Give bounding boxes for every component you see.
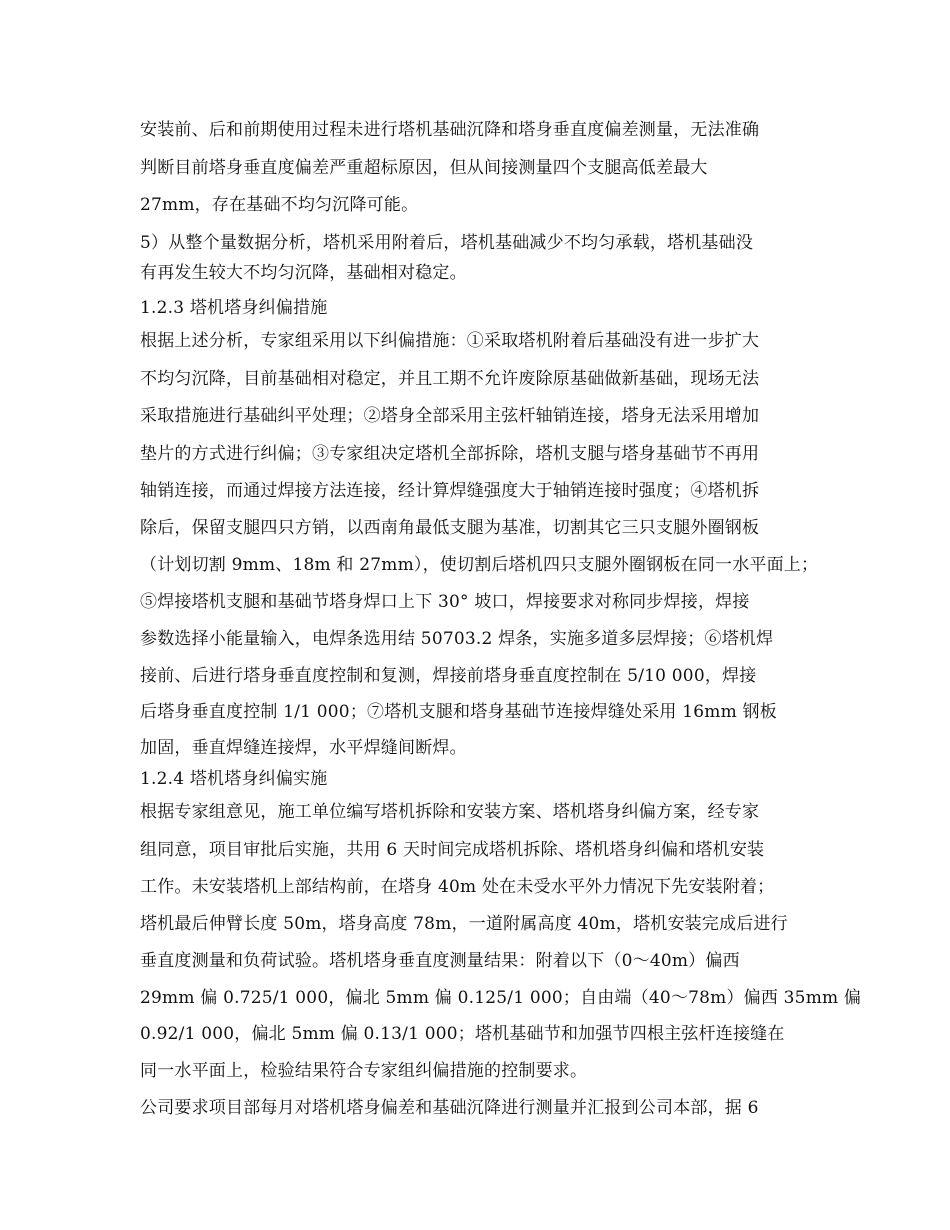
text-line: 安装前、后和前期使用过程未进行塔机基础沉降和塔身垂直度偏差测量，无法准确	[140, 120, 760, 140]
text-line: 后塔身垂直度控制 1/1 000；⑦塔机支腿和塔身基础节连接焊缝处采用 16mm 钢板	[140, 702, 777, 722]
text-line: 轴销连接，而通过焊接方法连接，经计算焊缝强度大于轴销连接时强度；④塔机拆	[140, 481, 760, 501]
text-line: 除后，保留支腿四只方销，以西南角最低支腿为基准，切割其它三只支腿外圈钢板	[140, 518, 760, 538]
text-line: 根据专家组意见，施工单位编写塔机拆除和安装方案、塔机塔身纠偏方案，经专家	[140, 802, 760, 822]
text-line: 不均匀沉降，目前基础相对稳定，并且工期不允许废除原基础做新基础，现场无法	[140, 369, 760, 389]
text-line: 采取措施进行基础纠平处理；②塔身全部采用主弦杆轴销连接，塔身无法采用增加	[140, 406, 760, 426]
text-line: 判断目前塔身垂直度偏差严重超标原因，但从间接测量四个支腿高低差最大	[140, 158, 708, 178]
text-line: 组同意，项目审批后实施，共用 6 天时间完成塔机拆除、塔机塔身纠偏和塔机安装	[140, 840, 765, 860]
text-line: ⑤焊接塔机支腿和基础节塔身焊口上下 30° 坡口，焊接要求对称同步焊接，焊接	[140, 592, 750, 612]
text-line: 5）从整个量数据分析，塔机采用附着后，塔机基础减少不均匀承载，塔机基础没	[140, 233, 754, 253]
section-heading: 1.2.3 塔机塔身纠偏措施	[140, 298, 328, 318]
section-heading: 1.2.4 塔机塔身纠偏实施	[140, 769, 328, 789]
text-line: 参数选择小能量输入，电焊条选用结 50703.2 焊条，实施多道多层焊接；⑥塔机焊	[140, 629, 774, 649]
text-line: 塔机最后伸臂长度 50m，塔身高度 78m，一道附属高度 40m，塔机安装完成后进行	[140, 914, 788, 934]
text-line: 27mm，存在基础不均匀沉降可能。	[140, 195, 419, 215]
text-line: 工作。未安装塔机上部结构前，在塔身 40m 处在未受水平外力情况下先安装附着；	[140, 877, 775, 897]
text-line: （计划切割 9mm、18m 和 27mm），使切割后塔机四只支腿外圈钢板在同一水平面上；	[140, 555, 819, 575]
text-line: 加固，垂直焊缝连接焊，水平焊缝间断焊。	[140, 738, 467, 758]
text-line: 同一水平面上，检验结果符合专家组纠偏措施的控制要求。	[140, 1061, 588, 1081]
text-line: 垂直度测量和负荷试验。塔机塔身垂直度测量结果：附着以下（0～40m）偏西	[140, 951, 740, 971]
text-line: 公司要求项目部每月对塔机塔身偏差和基础沉降进行测量并汇报到公司本部，据 6	[140, 1098, 759, 1118]
text-line: 垫片的方式进行纠偏；③专家组决定塔机全部拆除，塔机支腿与塔身基础节不再用	[140, 444, 760, 464]
text-line: 0.92/1 000，偏北 5mm 偏 0.13/1 000；塔机基础节和加强节四根主弦杆连接缝在	[140, 1024, 785, 1044]
text-line: 根据上述分析，专家组采用以下纠偏措施：①采取塔机附着后基础没有进一步扩大	[140, 331, 760, 351]
text-line: 有再发生较大不均匀沉降，基础相对稳定。	[140, 263, 467, 283]
text-line: 29mm 偏 0.725/1 000，偏北 5mm 偏 0.125/1 000；自由端（40～78m）偏西 35mm 偏	[140, 988, 862, 1008]
text-line: 接前、后进行塔身垂直度控制和复测，焊接前塔身垂直度控制在 5/10 000，焊接	[140, 666, 757, 686]
